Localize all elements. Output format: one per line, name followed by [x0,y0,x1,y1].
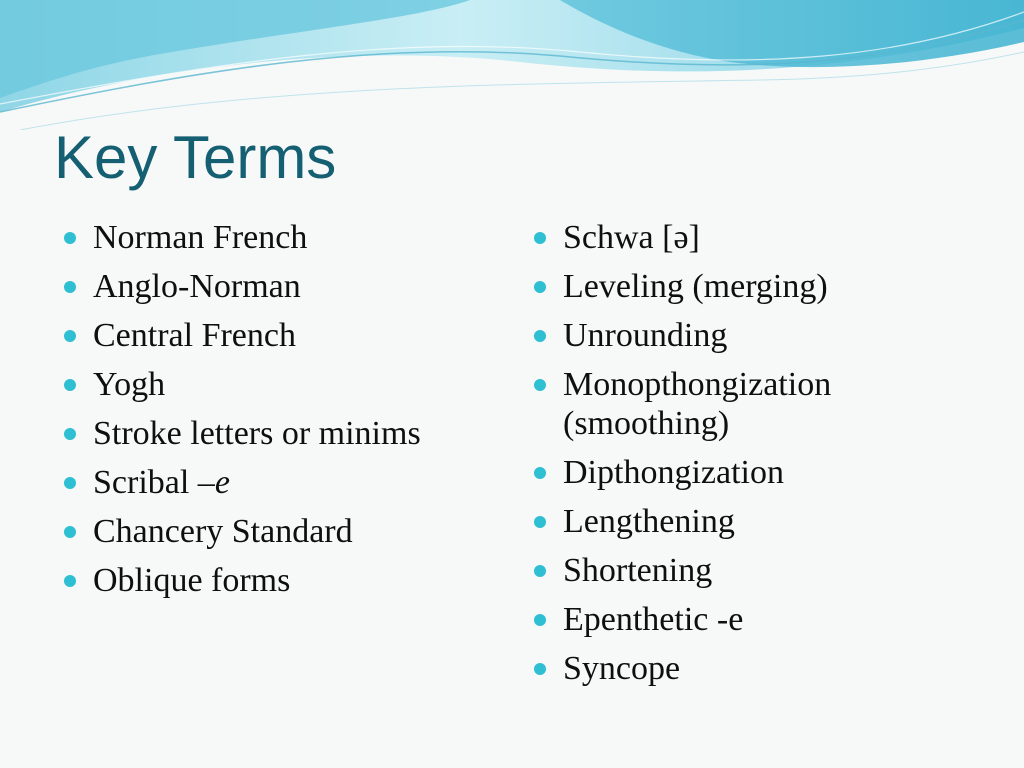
list-item [64,316,494,355]
bullet-dot-icon [534,614,546,626]
bullet-dot-icon [534,467,546,479]
list-item [534,600,974,639]
list-item [534,316,974,355]
bullet-dot-icon [534,232,546,244]
list-item [64,463,494,502]
term-label: Scribal – [93,464,215,501]
list-item [64,218,494,257]
list-item [534,267,974,306]
header-wave-banner [0,0,1024,130]
bullet-dot-icon [64,575,76,587]
bullet-dot-icon [534,330,546,342]
term-label: Oblique forms [93,562,291,599]
term-label: Central French [93,317,296,354]
term-label: Unrounding [563,317,728,354]
term-label: Syncope [563,650,681,687]
term-label: Stroke letters or minims [93,415,421,452]
term-emphasis: e [214,464,230,501]
term-label: Chancery Standard [93,513,353,550]
term-label: Anglo-Norman [93,268,301,305]
term-label: Leveling (merging) [563,268,828,305]
list-item [64,512,494,551]
list-item [534,218,974,257]
bullet-dot-icon [534,663,546,675]
bullet-dot-icon [534,379,546,391]
bullet-dot-icon [64,330,76,342]
bullet-dot-icon [534,516,546,528]
list-item [534,365,974,443]
list-item [534,551,974,590]
slide-title: Key Terms [54,124,337,191]
list-item [534,453,974,492]
left-terms-list [64,218,494,610]
bullet-dot-icon [64,232,76,244]
bullet-dot-icon [64,428,76,440]
term-label: Monopthongization (smoothing) [563,366,832,442]
list-item [64,561,494,600]
right-terms-list [534,218,974,698]
bullet-dot-icon [64,379,76,391]
term-label: Epenthetic -e [563,601,744,638]
term-label: Shortening [563,552,713,589]
list-item [534,649,974,688]
bullet-dot-icon [64,281,76,293]
bullet-dot-icon [534,565,546,577]
list-item [534,502,974,541]
term-label: Yogh [93,366,166,403]
term-label: Dipthongization [563,454,784,491]
list-item [64,267,494,306]
bullet-dot-icon [64,477,76,489]
list-item [64,414,494,453]
list-item [64,365,494,404]
term-label: Norman French [93,219,308,256]
term-label: Lengthening [563,503,735,540]
term-label: Schwa [ə] [563,219,700,256]
bullet-dot-icon [534,281,546,293]
bullet-dot-icon [64,526,76,538]
